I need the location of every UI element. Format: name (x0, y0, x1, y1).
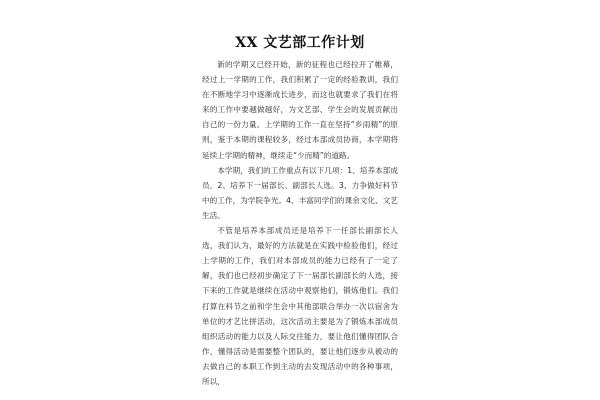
document-title: XX 文艺部工作计划 (235, 35, 365, 51)
paragraph-3: 不管是培养本部成员还是培养下一任部长副部长人选，我们认为，最好的方法就是在实践中检验他们，经过上学期的工作，我们对本部成员的能力已经有了一定了解，我们也已经初步确定了下一届部长副部长的人选，接下来的工作就是继续在活动中观察他们，锻炼他们。我们打算在科节之前和学生会中其他部联合举办一次以宿舍为单位的才艺比拼活动，这次活动主要是为了锻炼本部成员组织活动的能力以及人际交往能力，要让他们懂得团队合作，懂得活动是需要整个团队的，要让他们逐步从被动的去做自己的本职工作到主动的去发现活动中的各种事项，所以， (202, 226, 398, 386)
paragraph-2: 本学期，我们的工作重点有以下几项：1、培养本部成员。2、培养下一届部长、副部长人选。3、力争做好科节中的工作，为学院争光。4、丰富同学们的课余文化、文艺生活。 (202, 165, 398, 220)
document-body (202, 57, 398, 389)
paragraph-1: 新的学期又已经开始，新的征程也已经拉开了帷幕，经过上一学期的工作，我们积累了一定的经验教训，我们在不断地学习中逐渐成长进步，而这也就要求了我们在将来的工作中要越做越好，为文艺部、学生会的发展贡献出自己的一份力量。上学期的工作一直在坚持“乡雨精”的原则，鉴于本期的课程较多，经过本部成员协商，本学期将延续上学期的精神，继续走“少而精”的道路。 (202, 60, 398, 160)
